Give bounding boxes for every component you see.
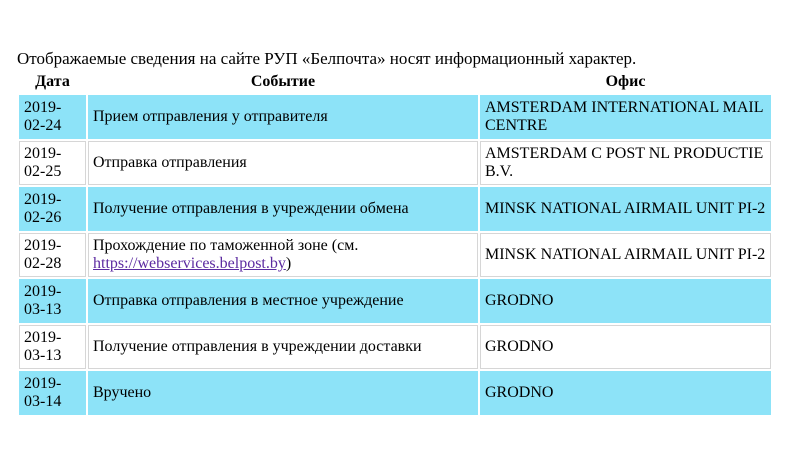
tracking-table <box>17 69 773 417</box>
table-row <box>19 325 771 369</box>
cell-event: Вручено <box>88 371 478 415</box>
table-row <box>19 371 771 415</box>
cell-event <box>88 233 478 277</box>
belpost-webservices-link[interactable]: https://webservices.belpost.by <box>93 255 286 272</box>
cell-date: 2019-03-13 <box>19 325 86 369</box>
cell-office: MINSK NATIONAL AIRMAIL UNIT PI-2 <box>480 233 771 277</box>
table-row <box>19 95 771 139</box>
cell-office: GRODNO <box>480 325 771 369</box>
cell-event-suffix: ) <box>285 255 292 272</box>
cell-date: 2019-02-25 <box>19 141 86 185</box>
table-row <box>19 279 771 323</box>
info-notice: Отображаемые сведения на сайте РУП «Белпочта» носят информационный характер. <box>17 49 637 68</box>
cell-office: GRODNO <box>480 279 771 323</box>
cell-office: AMSTERDAM C POST NL PRODUCTIE B.V. <box>480 141 771 185</box>
cell-date: 2019-02-24 <box>19 95 86 139</box>
cell-date: 2019-03-13 <box>19 279 86 323</box>
table-header-row <box>19 71 771 93</box>
table-row <box>19 141 771 185</box>
cell-event: Прием отправления у отправителя <box>88 95 478 139</box>
table-row <box>19 233 771 277</box>
column-header-date: Дата <box>35 73 70 90</box>
cell-office: AMSTERDAM INTERNATIONAL MAIL CENTRE <box>480 95 771 139</box>
cell-date: 2019-02-26 <box>19 187 86 231</box>
cell-event: Отправка отправления в местное учреждение <box>88 279 478 323</box>
cell-date: 2019-02-28 <box>19 233 86 277</box>
column-header-office: Офис <box>605 73 646 90</box>
cell-event: Получение отправления в учреждении обмена <box>88 187 478 231</box>
table-row <box>19 187 771 231</box>
cell-event-text: Прохождение по таможенной зоне (см. <box>93 237 359 254</box>
cell-office: GRODNO <box>480 371 771 415</box>
cell-date: 2019-03-14 <box>19 371 86 415</box>
cell-office: MINSK NATIONAL AIRMAIL UNIT PI-2 <box>480 187 771 231</box>
column-header-event: Событие <box>250 73 316 90</box>
cell-event: Получение отправления в учреждении доставки <box>88 325 478 369</box>
cell-event: Отправка отправления <box>88 141 478 185</box>
